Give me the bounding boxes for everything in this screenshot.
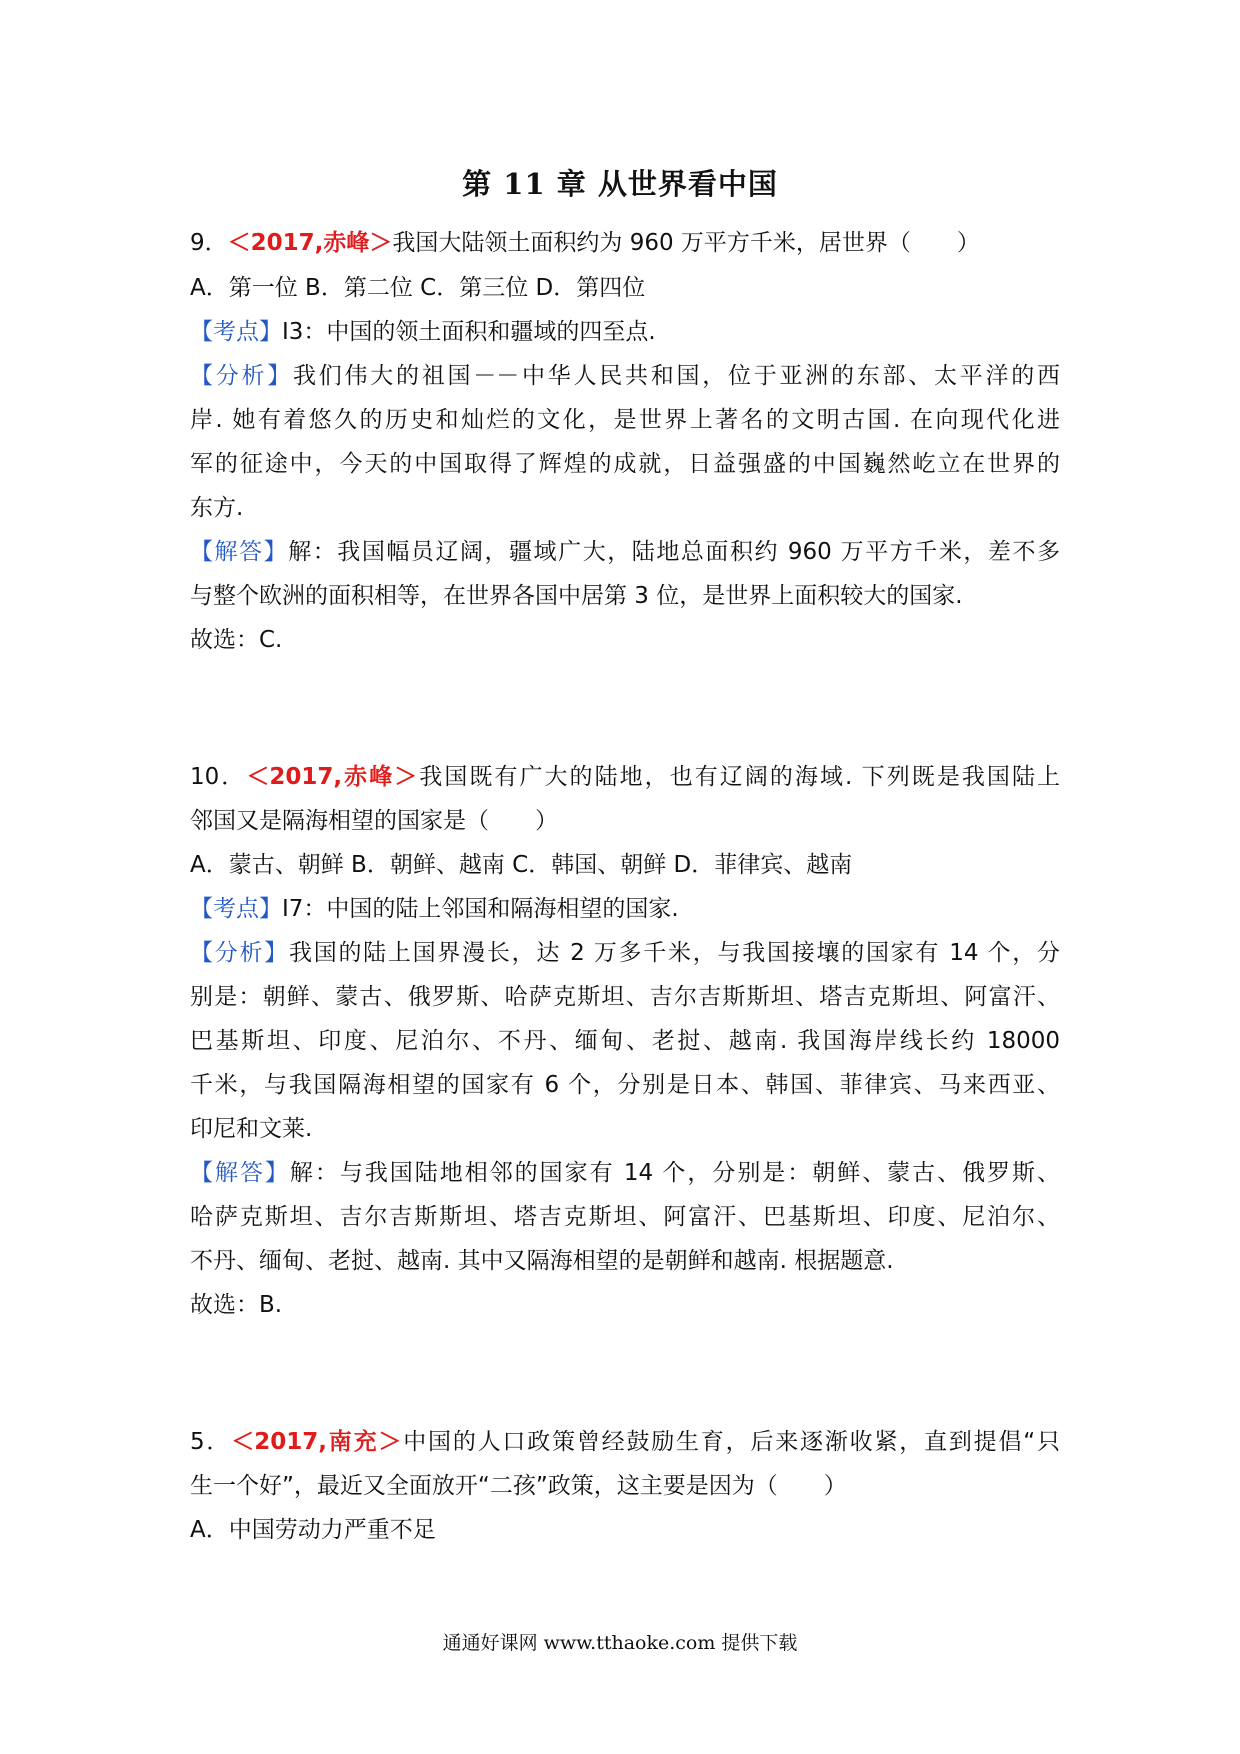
q5-number: 5．: [190, 1429, 232, 1455]
q9-source: ＜2017,赤峰＞: [227, 230, 393, 256]
q10-number: 10．: [190, 764, 247, 790]
q10-answer: 故选：B.: [190, 1292, 283, 1318]
q9-jieda-line: 与整个欧洲的面积相等，在世界各国中居第 3 位，是世界上面积较大的国家.: [190, 583, 963, 609]
chapter-title: 第 11 章 从世界看中国: [462, 167, 778, 201]
q10-fenxi-line: 别是：朝鲜、蒙古、俄罗斯、哈萨克斯坦、吉尔吉斯斯坦、塔吉克斯坦、阿富汗、: [190, 984, 1060, 1010]
q9-jieda-line: [190, 537, 1060, 567]
q5-stem-text: 中国的人口政策曾经鼓励生育，后来逐渐收紧，直到提倡“只: [401, 1429, 1060, 1455]
q9-kaodian-text: I3：中国的领土面积和疆域的四至点.: [282, 319, 656, 345]
q9-fenxi-text: 我们伟大的祖国－－中华人民共和国，位于亚洲的东部、太平洋的西: [293, 363, 1060, 389]
q5-stem: [190, 1427, 1060, 1457]
q9-stem-text: 我国大陆领土面积约为 960 万平方千米，居世界（ ）: [392, 230, 980, 256]
q10-kaodian-tag: 【考点】: [190, 896, 282, 922]
q9-answer: 故选：C.: [190, 627, 283, 653]
q10-jieda-text: 解：与我国陆地相邻的国家有 14 个，分别是：朝鲜、蒙古、俄罗斯、: [289, 1160, 1061, 1186]
q9-fenxi-line: 东方.: [190, 495, 244, 521]
q10-stem-text: 我国既有广大的陆地，也有辽阔的海域. 下列既是我国陆上: [417, 764, 1060, 790]
q10-fenxi-line: [190, 938, 1060, 968]
q10-jieda-line: [190, 1158, 1060, 1188]
q10-fenxi-tag: 【分析】: [190, 940, 289, 966]
q10-jieda-line: 哈萨克斯坦、吉尔吉斯斯坦、塔吉克斯坦、阿富汗、巴基斯坦、印度、尼泊尔、: [190, 1204, 1060, 1230]
q10-fenxi-line: 千米，与我国隔海相望的国家有 6 个，分别是日本、韩国、菲律宾、马来西亚、: [190, 1072, 1060, 1098]
q10-options: A．蒙古、朝鲜 B．朝鲜、越南 C．韩国、朝鲜 D．菲律宾、越南: [190, 852, 853, 878]
q5-source: ＜2017,南充＞: [231, 1429, 402, 1455]
q9-jieda-text: 解：我国幅员辽阔，疆域广大，陆地总面积约 960 万平方千米，差不多: [288, 539, 1061, 565]
q10-stem-line: 邻国又是隔海相望的国家是（ ）: [190, 808, 558, 834]
q9-fenxi-line: 军的征途中，今天的中国取得了辉煌的成就，日益强盛的中国巍然屹立在世界的: [190, 451, 1060, 477]
q10-jieda-tag: 【解答】: [190, 1160, 290, 1186]
q9-jieda-tag: 【解答】: [190, 539, 289, 565]
q9-number: 9．: [190, 230, 228, 256]
q10-stem: [190, 762, 1060, 792]
q9-kaodian: [190, 317, 1060, 347]
q10-kaodian-text: I7：中国的陆上邻国和隔海相望的国家.: [282, 896, 679, 922]
q9-fenxi-tag: 【分析】: [190, 363, 293, 389]
footer-credit: 通通好课网 www.tthaoke.com 提供下载: [442, 1632, 798, 1654]
q9-stem: [190, 228, 1060, 258]
q10-source: ＜2017,赤峰＞: [246, 764, 418, 790]
q9-fenxi-line: 岸. 她有着悠久的历史和灿烂的文化，是世界上著名的文明古国. 在向现代化进: [190, 407, 1060, 433]
q10-fenxi-line: 巴基斯坦、印度、尼泊尔、不丹、缅甸、老挝、越南. 我国海岸线长约 18000: [190, 1028, 1060, 1054]
q5-stem-line: 生一个好”，最近又全面放开“二孩”政策，这主要是因为（ ）: [190, 1473, 847, 1499]
q9-options: A．第一位 B．第二位 C．第三位 D．第四位: [190, 275, 646, 301]
q9-kaodian-tag: 【考点】: [190, 319, 282, 345]
q10-kaodian: [190, 894, 1060, 924]
q5-option-a: A．中国劳动力严重不足: [190, 1517, 436, 1543]
q10-fenxi-line: 印尼和文莱.: [190, 1116, 313, 1142]
q9-fenxi-line: [190, 361, 1060, 391]
q10-jieda-line: 不丹、缅甸、老挝、越南. 其中又隔海相望的是朝鲜和越南. 根据题意.: [190, 1248, 894, 1274]
q10-fenxi-text: 我国的陆上国界漫长，达 2 万多千米，与我国接壤的国家有 14 个，分: [288, 940, 1061, 966]
